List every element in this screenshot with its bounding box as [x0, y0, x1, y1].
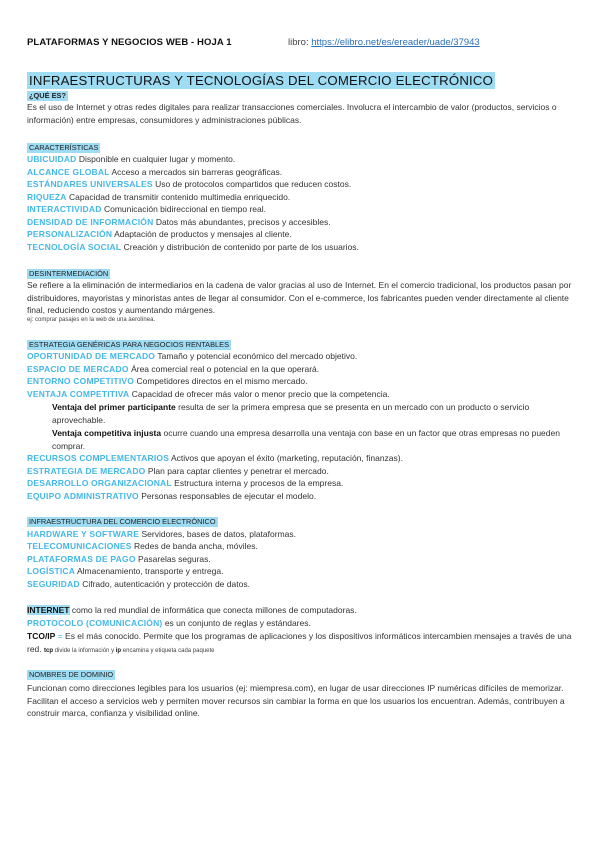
book-link[interactable]: https://elibro.net/es/ereader/uade/37943: [311, 37, 480, 48]
term-description: Creación y distribución de contenido por parte de los usuarios.: [123, 242, 359, 252]
tcp-separator: =: [55, 631, 66, 641]
term-description: Adaptación de productos y mensajes al cliente.: [114, 229, 292, 239]
protocolo-line: [27, 617, 311, 630]
term-description: Servidores, bases de datos, plataformas.: [141, 529, 296, 539]
term-label: INTERACTIVIDAD: [27, 204, 102, 214]
term-label: OPORTUNIDAD DE MERCADO: [27, 351, 156, 361]
term-description: Tamaño y potencial económico del mercado objetivo.: [157, 351, 358, 361]
main-heading: INFRAESTRUCTURAS Y TECNOLOGÍAS DEL COMERCIO ELECTRÓNICO: [29, 73, 494, 88]
list-item: [27, 565, 223, 578]
term-description: Área comercial real o potencial en la que operará.: [131, 364, 320, 374]
term-label: TELECOMUNICACIONES: [27, 541, 132, 551]
que-es-paragraph: Es el uso de Internet y otras redes digitales para realizar transacciones comerciales. Involucra el intercambio de valor (productos, servicios o información) entre empresas, consumidores y administraciones públicas.: [27, 102, 557, 125]
document-title: PLATAFORMAS Y NEGOCIOS WEB - HOJA 1: [27, 37, 232, 48]
internet-term: INTERNET: [27, 605, 70, 615]
term-label: ESTRATEGIA DE MERCADO: [27, 466, 146, 476]
sub-term-label: Ventaja del primer participante: [52, 402, 176, 412]
page-header: [27, 37, 580, 51]
list-item: [27, 178, 351, 191]
list-item: [27, 191, 290, 204]
list-item: [27, 452, 403, 465]
tcp-note-text-a: divide la información y: [54, 647, 115, 654]
sub-term-label: Ventaja competitiva injusta: [52, 428, 162, 438]
tcp-note-ip: ip: [115, 647, 122, 654]
tcp-note-tcp: tcp: [44, 647, 54, 654]
section-heading-caracteristicas: CARACTERÍSTICAS: [29, 143, 99, 152]
section-heading-desintermediacion: DESINTERMEDIACIÓN: [29, 269, 109, 278]
term-description: Estructura interna y procesos de la empresa.: [174, 478, 344, 488]
term-label: LOGÍSTICA: [27, 566, 76, 576]
list-item: [27, 203, 266, 216]
term-label: RECURSOS COMPLEMENTARIOS: [27, 453, 170, 463]
term-label: DENSIDAD DE INFORMACIÓN: [27, 217, 154, 227]
tcp-term: TCO/IP: [27, 631, 56, 641]
book-label: libro:: [288, 37, 309, 48]
term-label: ESTÁNDARES UNIVERSALES: [27, 179, 153, 189]
term-label: ENTORNO COMPETITIVO: [27, 376, 135, 386]
dominio-paragraph: Funcionan como direcciones legibles para los usuarios (ej: miempresa.com), en lugar de usar direcciones IP numéricas difíciles de memorizar. Facilitan el acceso a servicios web y permiten mover recursos sin cambiar la forma en que los usuarios los encuentran. Además, contribuyen a construir marca, confianza y visibilidad online.: [27, 683, 565, 719]
term-label: VENTAJA COMPETITIVA: [27, 389, 130, 399]
list-item: [27, 490, 316, 503]
term-description: Capacidad de ofrecer más valor o menor precio que la competencia.: [131, 389, 390, 399]
desintermediacion-paragraph: Se refiere a la eliminación de intermediarios en la cadena de valor gracias al uso de Internet. En el comercio tradicional, los productos pasan por distribuidores, mayoristas y minoristas antes de llegar al consumidor. Con el e-commerce, los fabricantes pueden vender directamente al cliente final, reduciendo costos y aumentando márgenes.: [27, 280, 572, 316]
term-label: RIQUEZA: [27, 192, 67, 202]
list-item: [27, 388, 390, 401]
list-item: [27, 465, 329, 478]
list-item: [27, 375, 307, 388]
term-label: DESARROLLO ORGANIZACIONAL: [27, 478, 172, 488]
tcp-paragraph: [27, 630, 572, 657]
term-description: Competidores directos en el mismo mercado.: [136, 376, 308, 386]
term-description: Pasarelas seguras.: [138, 554, 211, 564]
list-item: [27, 350, 357, 363]
list-item: [27, 363, 319, 376]
term-label: TECNOLOGÍA SOCIAL: [27, 242, 122, 252]
term-description: Acceso a mercados sin barreras geográficas.: [111, 167, 283, 177]
section-heading-infraestructura: INFRAESTRUCTURA DEL COMERCIO ELECTRÓNICO: [29, 517, 216, 526]
term-description: Capacidad de transmitir contenido multimedia enriquecido.: [69, 192, 291, 202]
list-item: [27, 528, 296, 541]
sub-item: [52, 401, 572, 426]
section-heading-dominio: NOMBRES DE DOMINIO: [29, 670, 114, 679]
term-label: SEGURIDAD: [27, 579, 80, 589]
book-reference: [288, 37, 480, 48]
term-label: EQUIPO ADMINISTRATIVO: [27, 491, 139, 501]
list-item: [27, 540, 258, 553]
list-item: [27, 216, 331, 229]
list-item: [27, 578, 250, 591]
term-description: Personas responsables de ejecutar el modelo.: [141, 491, 317, 501]
term-description: Almacenamiento, transporte y entrega.: [76, 566, 224, 576]
term-description: Disponible en cualquier lugar y momento.: [78, 154, 236, 164]
sub-term-description: ocurre cuando una empresa desarrolla una ventaja con base en un factor que otras empresas no pueden comprar.: [52, 428, 560, 451]
desintermediacion-example: ej: comprar pasajes en la web de una aerolínea.: [27, 317, 156, 323]
tcp-description: Es el más conocido. Permite que los programas de aplicaciones y los dispositivos informáticos intercambien mensajes a través de una red.: [27, 631, 572, 654]
list-item: [27, 241, 359, 254]
list-item: [27, 477, 343, 490]
internet-description: como la red mundial de informática que conecta millones de computadoras.: [71, 605, 357, 615]
term-description: Uso de protocolos compartidos que reducen costos.: [155, 179, 352, 189]
protocolo-description: es un conjunto de reglas y estándares.: [164, 618, 311, 628]
internet-line: [27, 604, 357, 617]
term-description: Datos más abundantes, precisos y accesibles.: [155, 217, 331, 227]
term-description: Comunicación bidireccional en tiempo real.: [103, 204, 267, 214]
list-item: [27, 153, 235, 166]
term-label: UBICUIDAD: [27, 154, 77, 164]
list-item: [27, 166, 282, 179]
term-label: PERSONALIZACIÓN: [27, 229, 113, 239]
sub-term-description: resulta de ser la primera empresa que se presenta en un mercado con un producto o servicio aprovechable.: [52, 402, 530, 425]
list-item: [27, 228, 292, 241]
term-label: ESPACIO DE MERCADO: [27, 364, 129, 374]
term-label: PLATAFORMAS DE PAGO: [27, 554, 136, 564]
sub-item: [52, 427, 572, 452]
term-description: Cifrado, autenticación y protección de datos.: [82, 579, 250, 589]
section-heading-estrategia: ESTRATEGIA GENÉRICAS PARA NEGOCIOS RENTABLES: [29, 340, 230, 349]
term-description: Plan para captar clientes y penetrar el mercado.: [147, 466, 329, 476]
tcp-note-text-b: encamina y etiqueta cada paquete: [122, 647, 215, 654]
term-description: Activos que apoyan el éxito (marketing, reputación, finanzas).: [170, 453, 403, 463]
term-label: ALCANCE GLOBAL: [27, 167, 110, 177]
tcp-note: [44, 648, 214, 654]
term-description: Redes de banda ancha, móviles.: [134, 541, 258, 551]
protocolo-term: PROTOCOLO (COMUNICACIÓN): [27, 618, 163, 628]
section-heading-que-es: ¿QUÉ ES?: [29, 91, 66, 100]
list-item: [27, 553, 211, 566]
term-label: HARDWARE Y SOFTWARE: [27, 529, 140, 539]
